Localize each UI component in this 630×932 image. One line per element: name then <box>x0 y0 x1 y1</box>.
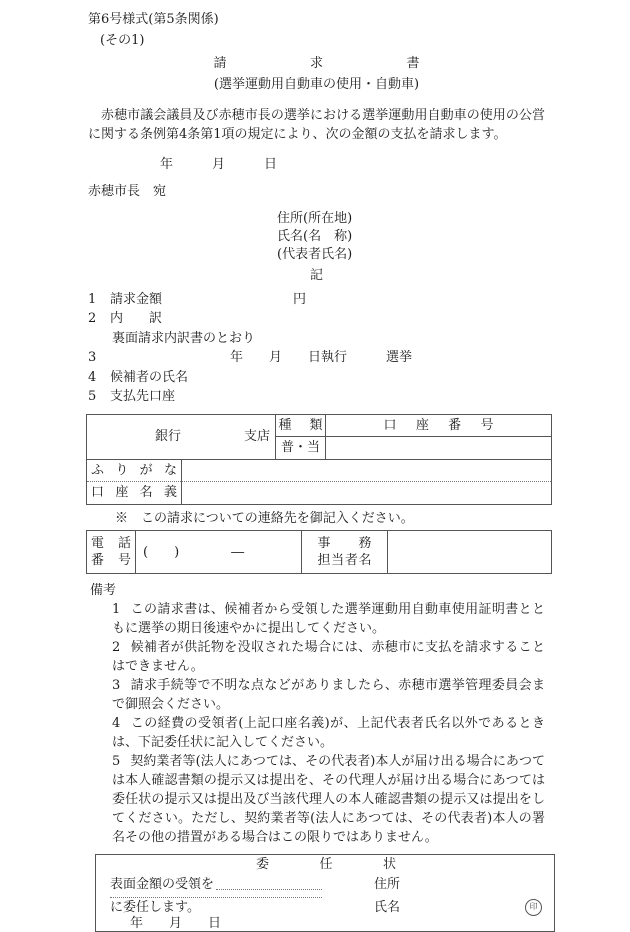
holder-label-cell: 口座名義 <box>91 485 177 501</box>
item-candidate-name <box>88 368 545 388</box>
name-label: 氏名(名 称) <box>277 229 353 245</box>
proxy-delegate-line: に委任します。 <box>110 899 200 915</box>
page-subtitle: (選挙運動用自動車の使用・自動車) <box>213 76 420 92</box>
form-number: 第6号様式(第5条関係) <box>88 12 219 27</box>
item-label: 支払先口座 <box>110 389 176 405</box>
item-list <box>88 290 545 407</box>
account-number-header: 口座番号 <box>325 415 551 437</box>
account-type-header: 種類 <box>275 415 325 437</box>
proxy-name-label: 氏名 <box>374 899 401 915</box>
item-number: 2 <box>88 311 97 327</box>
proxy-recipient-line: 表面金額の受領を <box>110 876 322 894</box>
seal-mark-icon: 印 <box>525 899 542 916</box>
ki-heading: 記 <box>309 268 323 284</box>
item-breakdown <box>88 309 545 329</box>
contact-note: ※ この請求についての連絡先を御記入ください。 <box>115 510 414 526</box>
submission-date-line: 年 月 日 <box>160 157 278 173</box>
remark-note: 3 請求手続等で不明な点などがありましたら、赤穂市選挙管理委員会まで御照会ください。 <box>112 677 545 712</box>
bank-label: 銀行 <box>154 429 181 445</box>
item-label: 候補者の氏名 <box>110 369 189 385</box>
remark-note: 1 この請求書は、候補者から受領した選挙運動用自動車使用証明書とともに選挙の期日後速やかに提出してください。 <box>112 601 545 636</box>
page-title: 請求書 <box>213 56 420 72</box>
item-label: 請求金額 <box>110 291 163 307</box>
remark-note: 5 契約業者等(法人にあつては、その代表者)本人が届け出る場合にあつては本人確認書類の提示又は提出を、その代理人が届け出る場合にあつては委任状の提示又は提出及び当該代理人の本人確認書類の提示又は提出をしてください。ただし、契約業者等(法人にあつては、その代表者)本人の署名その他の措置がある場合はこの限りではありません。 <box>112 753 545 845</box>
furigana-field[interactable] <box>181 460 551 482</box>
item-number: 1 <box>88 291 97 307</box>
account-type-options[interactable]: 普・当 <box>275 437 325 459</box>
account-number-field[interactable] <box>325 437 551 459</box>
proxy-date-line: 年 月 日 <box>130 915 222 931</box>
address-label: 住所(所在地) <box>277 211 353 227</box>
phone-number-field[interactable]: ( ) ― <box>135 531 301 573</box>
breakdown-detail: 裏面請求内訳書のとおり <box>112 330 256 346</box>
remark-note: 4 この経費の受領者(上記口座名義)が、上記代表者氏名以外であるときは、下記委任状に記入してください。 <box>112 715 545 750</box>
remarks-section <box>88 582 545 847</box>
intro-paragraph: 赤穂市議会議員及び赤穂市長の選挙における選挙運動用自動車の使用の公営に関する条例第4条第1項の規定により、次の金額の支払を請求します。 <box>88 108 545 143</box>
proxy-form-box <box>95 854 555 932</box>
branch-label: 支店 <box>243 429 270 445</box>
item-label: 内 訳 <box>110 311 163 327</box>
item-claim-amount <box>88 290 545 310</box>
phone-label-cell: 電話 番号 <box>91 535 131 569</box>
item-election-date <box>88 348 545 368</box>
staff-name-field[interactable] <box>387 531 551 573</box>
proxy-recipient-field-2[interactable] <box>110 879 322 898</box>
representative-label: (代表者氏名) <box>277 247 353 263</box>
proxy-form-title: 委任状 <box>256 856 396 872</box>
contact-table <box>86 530 552 574</box>
item-number: 5 <box>88 389 97 405</box>
election-date-line: 年 月 日執行 選挙 <box>230 350 413 366</box>
furigana-label-cell: ふりがな <box>87 460 181 482</box>
yen-unit: 円 <box>293 291 307 307</box>
item-payment-account <box>88 387 545 407</box>
account-table <box>86 414 552 505</box>
item-number: 4 <box>88 369 97 385</box>
applicant-block <box>277 210 545 264</box>
proxy-address-label: 住所 <box>374 876 401 892</box>
addressee-line: 赤穂市長 宛 <box>88 183 167 199</box>
remark-note: 2 候補者が供託物を没収された場合には、赤穂市に支払を請求することはできません。 <box>112 639 545 674</box>
staff-label-cell: 事務 担当者名 <box>301 531 387 573</box>
remarks-title: 備考 <box>90 583 117 599</box>
form-sub-number: (その1) <box>100 32 145 48</box>
bank-branch-cell[interactable] <box>87 415 275 459</box>
account-holder-field[interactable] <box>181 482 551 504</box>
item-number: 3 <box>88 350 97 366</box>
